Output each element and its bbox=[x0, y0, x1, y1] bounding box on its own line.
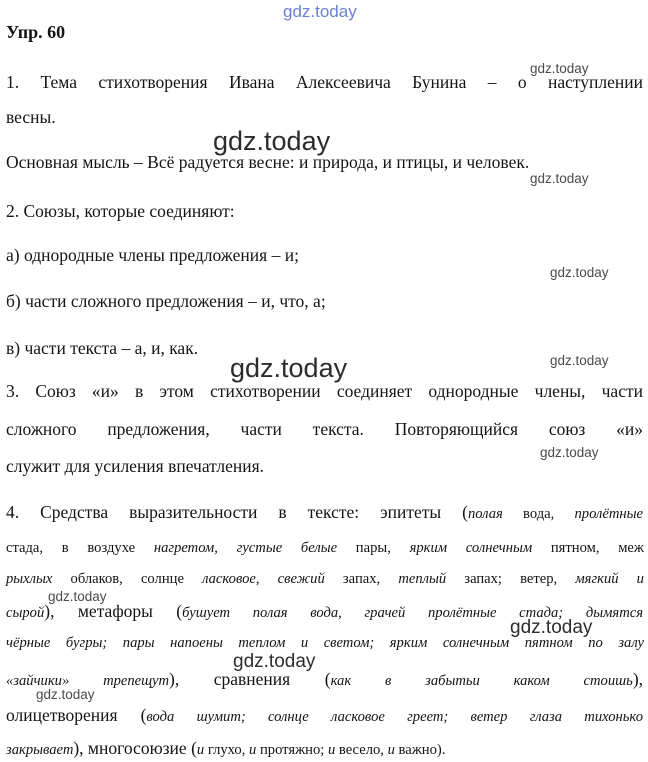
text-run: ), сравнения ( bbox=[169, 669, 331, 689]
text-run: пары, bbox=[337, 540, 410, 556]
text-run: вода, bbox=[502, 506, 575, 522]
text-run: , bbox=[214, 540, 237, 556]
text-run: стада, в воздухе bbox=[6, 540, 154, 556]
list-item: б) части сложного предложения – и, что, а; bbox=[6, 291, 326, 311]
text-run: 4. Средства выразительности в тексте: эпитеты ( bbox=[6, 502, 468, 522]
paragraph-line bbox=[6, 600, 643, 624]
text-run: облаков, солнце bbox=[52, 571, 203, 587]
watermark-top: gdz.today bbox=[283, 2, 357, 21]
italic-run: закрывает bbox=[6, 742, 74, 758]
watermark: gdz.today bbox=[213, 126, 331, 156]
paragraph-line bbox=[6, 668, 643, 692]
text-run: олицетворения ( bbox=[6, 705, 147, 725]
paragraph-line bbox=[6, 537, 644, 559]
watermark: gdz.today bbox=[530, 61, 589, 76]
italic-run: чёрные бугры; пары напоены теплом и светом; ярким солнечным пятном по залу bbox=[6, 635, 644, 651]
watermark: gdz.today bbox=[550, 353, 609, 368]
watermark: gdz.today bbox=[230, 353, 348, 383]
italic-run: рыхлых bbox=[6, 571, 53, 587]
text-run: глухо, bbox=[204, 742, 250, 758]
paragraph-line bbox=[6, 632, 644, 654]
text-run: ), метафоры ( bbox=[44, 601, 183, 621]
paragraph-line: весны. bbox=[6, 107, 56, 127]
italic-run: и bbox=[387, 742, 395, 758]
watermark: gdz.today bbox=[48, 589, 107, 604]
italic-run: ласковое bbox=[202, 571, 256, 587]
list-item: в) части текста – а, и, как. bbox=[6, 338, 199, 358]
paragraph-line: 2. Союзы, которые соединяют: bbox=[6, 201, 235, 221]
text-run: запах; ветер, bbox=[446, 571, 576, 587]
italic-run: «зайчики» трепещут bbox=[6, 673, 170, 689]
list-item: а) однородные члены предложения – и; bbox=[6, 245, 299, 265]
text-run: важно). bbox=[394, 742, 446, 758]
paragraph-line bbox=[6, 501, 643, 525]
italic-run: густые белые bbox=[236, 540, 338, 556]
paragraph-line: служит для усиления впечатления. bbox=[6, 456, 265, 476]
italic-run: сырой bbox=[6, 605, 45, 621]
italic-run: и bbox=[196, 742, 205, 758]
italic-run: пролётные bbox=[574, 506, 643, 522]
italic-run: вода шумит; солнце ласковое греет; ветер глаза тихонько bbox=[146, 709, 643, 725]
italic-run: ярким солнечным bbox=[409, 540, 533, 556]
paragraph-line bbox=[6, 568, 644, 590]
watermark: gdz.today bbox=[36, 687, 95, 702]
italic-run: как в забытьи каком стоишь bbox=[330, 673, 633, 689]
exercise-title: Упр. 60 bbox=[6, 22, 66, 42]
text-run: , bbox=[255, 571, 278, 587]
text-run: весело, bbox=[335, 742, 388, 758]
text-run: запах, bbox=[324, 571, 399, 587]
paragraph-line: сложного предложения, части текста. Повторяющийся союз «и» bbox=[6, 419, 643, 439]
italic-run: и bbox=[249, 742, 257, 758]
watermark: gdz.today bbox=[550, 265, 609, 280]
watermark: gdz.today bbox=[540, 445, 599, 460]
paragraph-line bbox=[6, 737, 445, 761]
text-run: ), многосоюзие ( bbox=[73, 738, 197, 758]
italic-run: мягкий и bbox=[575, 571, 644, 587]
watermark: gdz.today bbox=[530, 171, 589, 186]
italic-run: и bbox=[327, 742, 336, 758]
paragraph-line: 3. Союз «и» в этом стихотворении соединяет однородные члены, части bbox=[6, 381, 643, 401]
italic-run: полая bbox=[467, 506, 503, 522]
watermark: gdz.today bbox=[233, 651, 316, 672]
paragraph-line: Основная мысль – Всё радуется весне: и природа, и птицы, и человек. bbox=[6, 152, 530, 172]
paragraph-line: 1. Тема стихотворения Ивана Алексеевича Бунина – о наступлении bbox=[6, 72, 643, 92]
watermark: gdz.today bbox=[510, 617, 593, 638]
italic-run: бушует полая вода, грачей пролётные стада; дымятся bbox=[182, 605, 643, 621]
italic-run: свежий bbox=[277, 571, 325, 587]
text-run: ), bbox=[632, 669, 644, 689]
paragraph-line bbox=[6, 704, 643, 728]
text-run: протяжно; bbox=[256, 742, 328, 758]
text-run: пятном, меж bbox=[532, 540, 644, 556]
italic-run: нагретом bbox=[153, 540, 215, 556]
italic-run: теплый bbox=[398, 571, 447, 587]
